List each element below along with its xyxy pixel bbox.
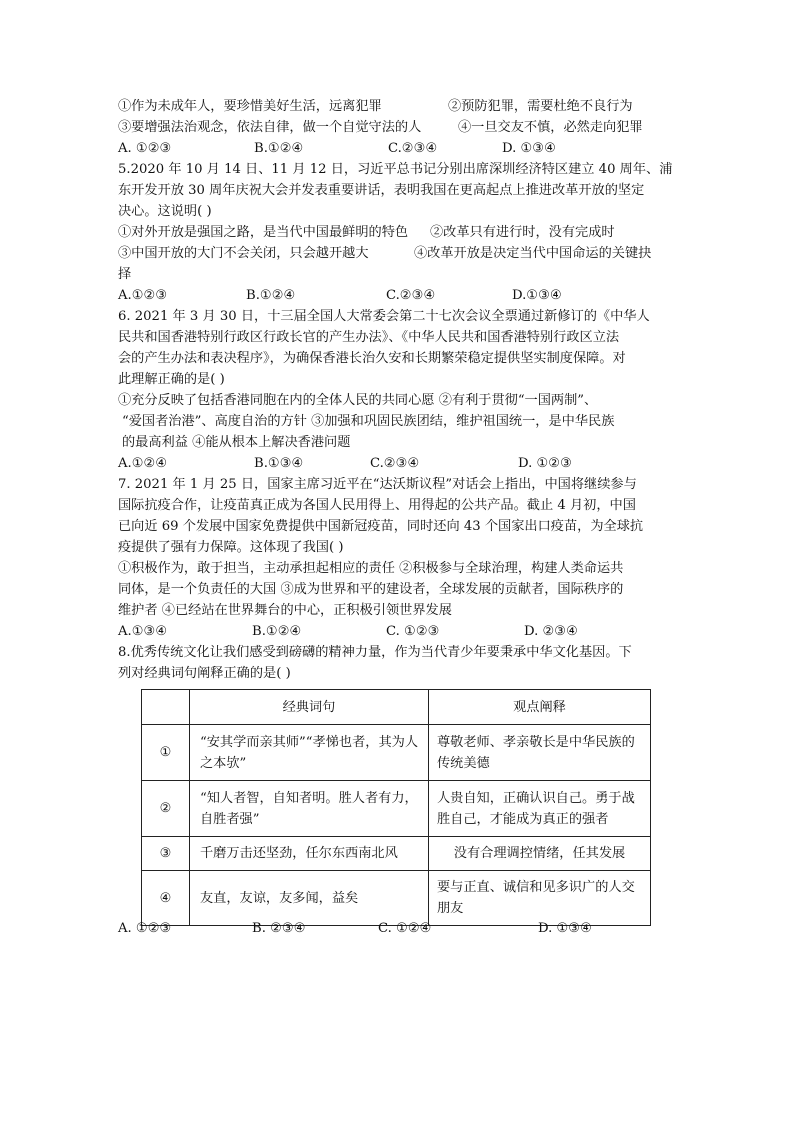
q8-answers	[118, 918, 678, 939]
answer-a[interactable]: A. ①②③	[118, 921, 172, 936]
q7-stem: 疫提供了强有力保障。这体现了我国( )	[118, 540, 344, 555]
q7-options: 同体，是一个负责任的大国 ③成为世界和平的建设者，全球发展的贡献者，国际秩序的	[118, 582, 624, 597]
q6-stem: 民共和国香港特别行政区行政长官的产生办法》、《中华人民共和国香港特别行政区立法	[118, 330, 620, 345]
row-explain: 要与正直、诚信和见多识广的人交朋友	[429, 871, 651, 926]
q6-stem: 此理解正确的是( )	[118, 372, 225, 387]
q5-option-1: ①对外开放是强国之路，是当代中国最鲜明的特色	[118, 225, 409, 240]
q4-option-4: ④一旦交友不慎，必然走向犯罪	[458, 120, 643, 135]
row-quote: 千磨万击还坚劲，任尔东西南北风	[190, 837, 429, 871]
answer-a[interactable]: A.①③④	[118, 624, 168, 639]
q6-options: 的最高利益 ④能从根本上解决香港问题	[122, 435, 351, 450]
q8-stem: 8.优秀传统文化让我们感受到磅礴的精神力量，作为当代青少年要秉承中华文化基因。下	[118, 645, 632, 660]
answer-b[interactable]: B. ②③④	[252, 921, 306, 936]
q5-stem: 东开发开放 30 周年庆祝大会并发表重要讲话，表明我国在更高起点上推进改革开放的坚定	[118, 183, 645, 198]
answer-b[interactable]: B.①②④	[254, 141, 304, 156]
q5-answers	[118, 285, 678, 306]
table-header-row	[142, 690, 651, 725]
row-quote: 友直，友谅，友多闻，益矣	[190, 871, 429, 926]
row-number: ①	[142, 725, 190, 781]
q4-options-row2	[118, 117, 678, 138]
q7-stem: 国际抗疫合作，让疫苗真正成为各国人民用得上、用得起的公共产品。截止 4 月初，中国	[118, 498, 636, 513]
row-quote: “安其学而亲其师”“孝悌也者，其为人之本欤”	[190, 725, 429, 781]
q7-options: 维护者 ④已经站在世界舞台的中心，正积极引领世界发展	[118, 603, 452, 618]
q4-option-1: ①作为未成年人，要珍惜美好生活，远离犯罪	[118, 99, 382, 114]
q4-option-2: ②预防犯罪，需要杜绝不良行为	[448, 99, 633, 114]
q5-options-row2	[118, 243, 678, 264]
table-header	[142, 690, 190, 725]
answer-b[interactable]: B.①③④	[254, 456, 304, 471]
row-quote: “知人者智，自知者明。胜人者有力，自胜者强”	[190, 781, 429, 837]
row-explain: 人贵自知，正确认识自己。勇于战胜自己，才能成为真正的强者	[429, 781, 651, 837]
q8-stem: 列对经典词句阐释正确的是( )	[118, 666, 291, 681]
answer-d[interactable]: D. ①②③	[518, 456, 572, 471]
row-number: ③	[142, 837, 190, 871]
q5-option-4-cont: 择	[118, 267, 132, 282]
row-number: ④	[142, 871, 190, 926]
answer-a[interactable]: A. ①②③	[118, 141, 172, 156]
answer-d[interactable]: D.①③④	[512, 288, 562, 303]
q7-stem: 7. 2021 年 1 月 25 日，国家主席习近平在“达沃斯议程”对话会上指出，中国将继续参与	[118, 477, 637, 492]
table-header: 经典词句	[190, 690, 429, 725]
row-number: ②	[142, 781, 190, 837]
row-explain: 没有合理调控情绪，任其发展	[429, 837, 651, 871]
q4-option-3: ③要增强法治观念，依法自律，做一个自觉守法的人	[118, 120, 422, 135]
q6-stem: 6. 2021 年 3 月 30 日，十三届全国人大常委会第二十七次会议全票通过新修订的《中华人	[118, 309, 650, 324]
answer-b[interactable]: B.①②④	[252, 624, 302, 639]
answer-a[interactable]: A.①②③	[118, 288, 168, 303]
q5-stem: 5.2020 年 10 月 14 日、11 月 12 日，习近平总书记分别出席深圳经济特区建立 40 周年、浦	[118, 162, 673, 177]
q6-stem: 会的产生办法和表决程序》，为确保香港长治久安和长期繁荣稳定提供坚实制度保障。对	[118, 351, 626, 366]
answer-c[interactable]: C.②③④	[370, 456, 420, 471]
q5-options-row1	[118, 222, 678, 243]
answer-c[interactable]: C.②③④	[388, 141, 438, 156]
table-row	[142, 781, 651, 837]
q7-stem: 已向近 69 个发展中国家免费提供中国新冠疫苗，同时还向 43 个国家出口疫苗，为全球抗	[118, 519, 644, 534]
q4-options-row1	[118, 96, 678, 117]
q8-answers-block	[118, 918, 678, 939]
answer-d[interactable]: D. ①③④	[502, 141, 556, 156]
q5-option-3: ③中国开放的大门不会关闭，只会越开越大	[118, 246, 369, 261]
answer-d[interactable]: D. ①③④	[538, 921, 592, 936]
answer-c[interactable]: C. ①②④	[378, 921, 432, 936]
answer-c[interactable]: C.②③④	[386, 288, 436, 303]
answer-b[interactable]: B.①②④	[246, 288, 296, 303]
answer-a[interactable]: A.①②④	[118, 456, 168, 471]
q5-option-4: ④改革开放是决定当代中国命运的关键抉	[414, 246, 652, 261]
row-explain: 尊敬老师、孝亲敬长是中华民族的传统美德	[429, 725, 651, 781]
exam-page	[118, 96, 678, 684]
q7-options: ①积极作为，敢于担当，主动承担起相应的责任 ②积极参与全球治理，构建人类命运共	[118, 561, 624, 576]
q6-answers	[118, 453, 678, 474]
table-row	[142, 837, 651, 871]
table-row	[142, 725, 651, 781]
q6-options: ①充分反映了包括香港同胞在内的全体人民的共同心愿 ②有利于贯彻“一国两制”、	[118, 393, 598, 408]
answer-d[interactable]: D. ②③④	[524, 624, 578, 639]
q7-answers	[118, 621, 678, 642]
answer-c[interactable]: C. ①②③	[386, 624, 440, 639]
table-header: 观点阐释	[429, 690, 651, 725]
q5-stem: 决心。这说明( )	[118, 204, 212, 219]
q6-options: “爱国者治港”、高度自治的方针 ③加强和巩固民族团结，维护祖国统一，是中华民族	[122, 414, 615, 429]
q4-answers	[118, 138, 678, 159]
classics-table	[141, 689, 651, 926]
q5-option-2: ②改革只有进行时，没有完成时	[430, 225, 615, 240]
